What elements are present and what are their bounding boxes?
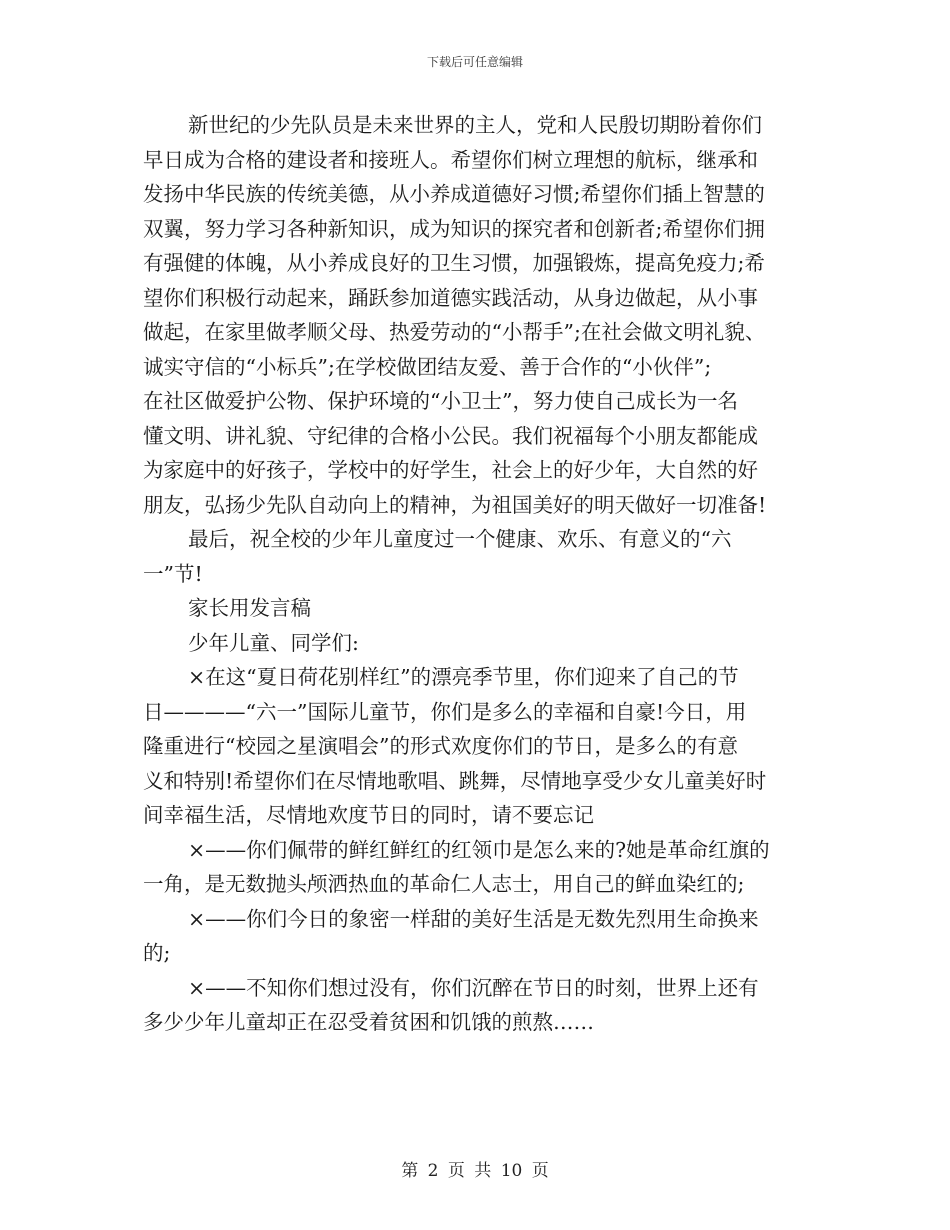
text-line: 义和特别!希望你们在尽情地歌唱、跳舞，尽情地享受少女儿童美好时 [143, 768, 767, 793]
text-line: ×在这“夏日荷花别样红”的漂亮季节里，你们迎来了自己的节 [188, 665, 739, 689]
text-line: 发扬中华民族的传统美德，从小养成道德好习惯;希望你们插上智慧的 [143, 182, 765, 206]
text-line: 在社区做爱护公物、保护环境的“小卫士”，努力使自己成长为一名 [143, 389, 738, 413]
text-line: 一”节! [143, 561, 203, 586]
text-line: 做起，在家里做孝顺父母、热爱劳动的“小帮手”;在社会做文明礼貌、 [143, 320, 766, 344]
text-line: ×——不知你们想过没有，你们沉醉在节日的时刻，世界上还有 [188, 975, 759, 1000]
text-line: 最后，祝全校的少年儿童度过一个健康、欢乐、有意义的“六 [188, 527, 732, 551]
text-line: 懂文明、讲礼貌、守纪律的合格小公民。我们祝福每个小朋友都能成 [143, 423, 758, 448]
text-line: 诚实守信的“小标兵”;在学校做团结友爱、善于合作的“小伙伴”; [143, 354, 712, 379]
page-header: 下载后可任意编辑 [426, 55, 523, 69]
text-line: ×——你们佩带的鲜红鲜红的红领巾是怎么来的?她是革命红旗的 [188, 837, 770, 862]
document-body [143, 108, 813, 1040]
text-line: 日————“六一”国际儿童节，你们是多么的幸福和自豪!今日，用 [143, 699, 747, 724]
salutation: 少年儿童、同学们: [188, 630, 359, 655]
section-title: 家长用发言稿 [188, 596, 311, 620]
text-line: 望你们积极行动起来，踊跃参加道德实践活动，从身边做起，从小事 [143, 285, 758, 310]
text-line: 间幸福生活，尽情地欢度节日的同时，请不要忘记 [143, 803, 594, 827]
text-line: 多少少年儿童却正在忍受着贫困和饥饿的煎熬…… [143, 1010, 594, 1034]
text-line: 有强健的体魄，从小养成良好的卫生习惯，加强锻炼，提高免疫力;希 [143, 251, 765, 275]
text-line: 的; [143, 941, 171, 965]
text-line: 早日成为合格的建设者和接班人。希望你们树立理想的航标，继承和 [143, 147, 758, 172]
text-line: 为家庭中的好孩子，学校中的好学生，社会上的好少年，大自然的好 [143, 458, 758, 482]
text-line: 朋友，弘扬少先队自动向上的精神，为祖国美好的明天做好一切准备! [143, 492, 767, 517]
text-line: 双翼，努力学习各种新知识，成为知识的探究者和创新者;希望你们拥 [143, 216, 765, 241]
text-line: 隆重进行“校园之星演唱会”的形式欢度你们的节日，是多么的有意 [143, 734, 738, 758]
text-line: 一角，是无数抛头颅洒热血的革命仁人志士，用自己的鲜血染红的; [143, 872, 745, 896]
text-line: ×——你们今日的象密一样甜的美好生活是无数先烈用生命换来 [188, 906, 759, 931]
page-number: 第 2 页 共 10 页 [401, 1161, 549, 1181]
text-line: 新世纪的少先队员是未来世界的主人，党和人民殷切期盼着你们 [188, 113, 762, 137]
